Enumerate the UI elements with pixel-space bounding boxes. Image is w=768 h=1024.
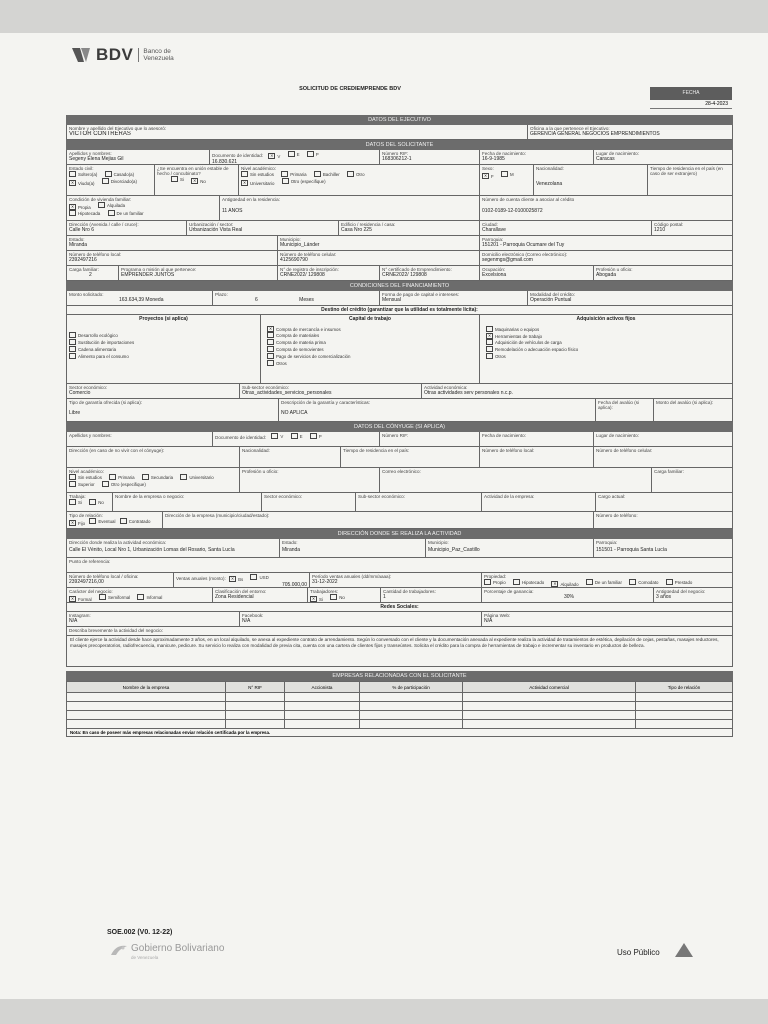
- gobierno-text: Gobierno Bolivariano de Venezuela: [131, 942, 225, 960]
- conyuge-actividad-field[interactable]: Actividad de la empresa:: [482, 493, 596, 511]
- conyuge-nombres-field[interactable]: Apellidos y nombres:: [67, 432, 213, 446]
- sexo-field[interactable]: Sexo: ✕ F M: [480, 165, 534, 195]
- union-estable-field[interactable]: ¿Se encuentra en unión estable de hecho / concubinato? Si ✕ No: [155, 165, 239, 195]
- forma-pago-field[interactable]: Forma de pago de capital e intereses: Mensual: [380, 291, 528, 305]
- solicitante-lugar-field[interactable]: Lugar de nacimiento: Caracas: [596, 151, 639, 162]
- col-participacion: % de participación: [360, 682, 463, 693]
- porcentaje-ganancia-field[interactable]: Porcentaje de ganancia: 30%: [482, 588, 654, 602]
- form-sheet: [0, 33, 768, 999]
- facebook-field[interactable]: Facebook: N/A: [240, 612, 482, 626]
- conyuge-nivel-field[interactable]: Nivel académico: Sin estudios Primaria Secundaria Universitario Superior Otro (especifique): [67, 468, 240, 492]
- punto-referencia-field[interactable]: Punto de referencia:: [69, 559, 111, 564]
- cantidad-trabajadores-field[interactable]: Cantidad de trabajadores: 1: [381, 588, 482, 602]
- col-accionista: Accionista: [285, 682, 360, 693]
- band-ejecutivo: DATOS DEL EJECUTIVO: [66, 115, 733, 125]
- actividad-estado-field[interactable]: Estado: Miranda: [280, 539, 426, 557]
- cuenta-field[interactable]: Número de cuenta cliente a asociar al crédito 0102-0189-12-0100025872: [482, 197, 575, 214]
- actividad-direccion-field[interactable]: Dirección donde realiza la actividad económica: Calle El Vénito, Local Nro 1, Urbanización Lomas del Rosario, Santa Lucía: [67, 539, 280, 557]
- empresas-header-row: [67, 682, 733, 693]
- programa-field[interactable]: Programa o misión al que pertenece: EMPRENDER JUNTOS: [119, 266, 278, 280]
- ejecutivo-office-field[interactable]: Oficina a la que pertenece el Ejecutivo: GERENCIA GENERAL NEGOCIOS EMPRENDIMIENTOS: [530, 126, 660, 137]
- conyuge-tel-celular-field[interactable]: Número de teléfono celular:: [596, 448, 653, 453]
- table-row[interactable]: [67, 702, 733, 711]
- gobierno-logo: [110, 943, 224, 962]
- ocupacion-field[interactable]: Ocupación: Excelsiona: [480, 266, 594, 280]
- conyuge-sector-field[interactable]: Sector económico:: [262, 493, 356, 511]
- profesion-field[interactable]: Profesión u oficio: Abogada: [596, 267, 633, 278]
- fecha-avaluo-field[interactable]: Fecha del avalúo (si aplica):: [596, 399, 654, 421]
- logo-bank-name: Banco de Venezuela: [138, 48, 173, 62]
- conyuge-rif-field[interactable]: Número RIF:: [380, 432, 480, 446]
- empresas-table: [66, 681, 733, 729]
- trabajadores-field[interactable]: Trabajadores: ✕ Si No: [308, 588, 381, 602]
- codigo-postal-field[interactable]: Código postal: 1210: [654, 222, 684, 233]
- col-nombre-empresa: Nombre de la empresa: [67, 682, 226, 693]
- table-row[interactable]: [67, 693, 733, 702]
- conyuge-direccion-field[interactable]: Dirección (en caso de no vivir con el cónyuge):: [67, 447, 240, 467]
- band-conyuge: DATOS DEL CÓNYUGE (SI APLICA): [66, 422, 733, 432]
- band-empresas: EMPRESAS RELACIONADAS CON EL SOLICITANTE: [66, 671, 733, 681]
- vivienda-field[interactable]: Condición de vivienda familiar: ✕ Propia Alquilada Hipotecada De un familiar: [67, 196, 220, 220]
- edificio-field[interactable]: Edificio / residencia / casa: Casa Nro 225: [339, 221, 480, 235]
- conyuge-subsector-field[interactable]: Sub-sector económico:: [356, 493, 482, 511]
- conyuge-correo-field[interactable]: Correo electrónico:: [380, 468, 652, 492]
- band-financiamiento: CONDICIONES DEL FINANCIAMIENTO: [66, 281, 733, 291]
- conyuge-tel-empresa-field[interactable]: Número de teléfono:: [596, 513, 638, 518]
- solicitante-rif-field[interactable]: Número RIF: 168306212-1: [380, 150, 480, 164]
- modalidad-field[interactable]: Modalidad del crédito: Operación Puntual: [530, 292, 575, 303]
- fecha-box: [650, 87, 732, 109]
- conyuge-dir-empresa-field[interactable]: Dirección de la empresa (municipio/ciudad/estado):: [163, 512, 594, 528]
- ciudad-field[interactable]: Ciudad: Charallave: [480, 221, 652, 235]
- activos-fijos-group[interactable]: Adquisición activos fijos Maquinarias o equipos ✕ Herramientas de trabajo Adquisición de vehículos de carga Remodelación o adecuación espacio físico Otros: [487, 316, 636, 359]
- antiguedad-negocio-field[interactable]: Antigüedad del negocio: 3 años: [656, 589, 706, 600]
- conyuge-trabaja-field[interactable]: Trabaja: Si No: [67, 493, 113, 511]
- destino-credito-label: Destino del crédito (garantizar que la utilidad es totalmente lícita):: [321, 307, 478, 313]
- conyuge-tiempo-field[interactable]: Tiempo de residencia en el país:: [341, 447, 480, 467]
- plazo-field[interactable]: Plazo: 6 Meses: [213, 291, 380, 305]
- conyuge-carga-field[interactable]: Carga familiar:: [654, 469, 684, 474]
- form-body: [66, 115, 733, 737]
- telefono-celular-field[interactable]: Número de teléfono celular: 4125690790: [278, 251, 480, 265]
- band-solicitante: DATOS DEL SOLICITANTE: [66, 140, 733, 150]
- empresas-note: Nota: En caso de poseer más empresas relacionadas enviar relación certificada por la empresa.: [66, 729, 733, 737]
- pagina-web-field[interactable]: Página Web: N/A: [484, 613, 511, 624]
- instagram-field[interactable]: Instagram: N/A: [67, 612, 240, 626]
- conyuge-relacion-field[interactable]: Tipo de relación: ✕ Fijo Eventual Contratado: [67, 512, 163, 528]
- municipio-field[interactable]: Municipio: Municipio_Lánder: [278, 236, 480, 250]
- bdv-logo-icon: [70, 46, 92, 64]
- ventas-anuales-field[interactable]: Ventas anuales (monto): ✕ Bs USD 705.000,00: [174, 573, 310, 587]
- redes-sociales-label: Redes Sociales:: [380, 604, 419, 610]
- nacionalidad-field[interactable]: Nacionalidad: Venezolana: [534, 165, 648, 195]
- fecha-label: FECHA: [650, 87, 732, 100]
- form-code: SOE.002 (V0. 12-22): [107, 929, 173, 936]
- conyuge-tel-local-field[interactable]: Número de teléfono local:: [480, 447, 594, 467]
- form-title: SOLICITUD DE CREDIEMPRENDE BDV: [299, 86, 401, 92]
- certificado-field[interactable]: N° certificado de Emprendimiento: CRNE2022/ 129808: [380, 266, 480, 280]
- conyuge-nacimiento-field[interactable]: Fecha de nacimiento:: [480, 432, 594, 446]
- ejecutivo-name-field[interactable]: Nombre y apellido del Ejecutivo que lo asesoró: VICTOR CONTRERAS: [67, 125, 528, 139]
- gobierno-emblem-icon: [110, 943, 128, 962]
- periodo-ventas-field[interactable]: Período ventas anuales (dd/mm/aaaa): 31-12-2022: [310, 573, 482, 587]
- inscripcion-field[interactable]: N° de registro de inscripción: CRNE2022/ 129808: [278, 266, 380, 280]
- antiguedad-field[interactable]: Antigüedad en la residencia: 11 AÑOS: [220, 196, 480, 220]
- carga-familiar-field[interactable]: Carga familiar: 2: [67, 266, 119, 280]
- caracter-negocio-field[interactable]: Carácter del negocio: ✕ Formal Semiformal Informal: [67, 588, 213, 602]
- actividad-parroquia-field[interactable]: Parroquia: 151501 - Parroquia Santa Lucía: [596, 540, 667, 553]
- estado-field[interactable]: Estado: Miranda: [67, 236, 278, 250]
- clasificacion-entorno-field[interactable]: Clasificación del entorno: Zona Residencial: [213, 588, 308, 602]
- telefono-local-field[interactable]: Número de teléfono local: 2392497216: [67, 251, 278, 265]
- col-actividad-comercial: Actividad comercial: [463, 682, 636, 693]
- conyuge-empresa-field[interactable]: Nombre de la empresa o negocio:: [113, 493, 262, 511]
- conyuge-cargo-field[interactable]: Cargo actual:: [598, 494, 626, 499]
- conyuge-doc-field[interactable]: Documento de identidad: V E P: [213, 432, 380, 446]
- monto-field[interactable]: Monto solicitado: 163.634,39 Moneda: [67, 291, 213, 305]
- conyuge-lugar-field[interactable]: Lugar de nacimiento:: [596, 433, 639, 438]
- actividad-economica-field[interactable]: Actividad económica: Otras actividades serv personales n.c.p.: [424, 385, 513, 396]
- conyuge-nacionalidad-field[interactable]: Nacionalidad:: [240, 447, 341, 467]
- estado-civil-field[interactable]: Estado civil: Soltero(a) Casado(a) ✕ Viudo(a) Divorciado(a): [67, 165, 155, 195]
- describa-actividad-text[interactable]: El cliente ejerce la actividad desde hace aproximadamente 3 años, en un local alquilado, se anexa al expediente contrato de arrendamiento. Según lo conversado con el cliente y la documentación anexada al expediente realiza la actividad de tratamientos de estética, depilación de cejas, pestañas, masajes reductores, masajes precoperatorios, radiofrecuencia, manicure, pedicure. Su servicio lo realiza con modalidad de previa cita, cuenta con una cartera de clientes fijos y transeúntes. Solicita el crédito para la compra de herramientas de trabajo e incrementar su inventario en productos de belleza.: [70, 637, 719, 648]
- actividad-telefono-field[interactable]: Número de teléfono local / oficina: 2392497216,00: [67, 573, 174, 587]
- uso-publico-label: Uso Público: [617, 948, 660, 957]
- monto-avaluo-field[interactable]: Monto del avalúo (si aplica):: [656, 400, 714, 405]
- sector-economico-field[interactable]: Sector económico: Comercio: [67, 384, 240, 398]
- solicitante-doc-field[interactable]: Documento de identidad: ✕ V E P 16.830.621: [210, 150, 380, 164]
- fecha-value[interactable]: 28-4-2023: [650, 100, 732, 109]
- col-rif: N° RIF: [226, 682, 285, 693]
- describa-actividad-label: Describa brevemente la actividad del negocio:: [69, 628, 163, 633]
- parroquia-field[interactable]: Parroquia: 151201 - Parroquia Ocumare del Tuy: [482, 237, 565, 248]
- uso-publico-triangle-icon: [674, 942, 694, 963]
- solicitante-nombres-field[interactable]: Apellidos y nombres: Segeny Elena Mejias Gil: [67, 150, 210, 164]
- propiedad-field[interactable]: Propiedad: Propio Hipotecado ✕ Alquilado De un familiar Comodato Prestado: [484, 574, 693, 587]
- direccion-field[interactable]: Dirección (Avenida / calle / cruce): Calle Nro 6: [67, 221, 187, 235]
- nivel-academico-field[interactable]: Nivel académico: Sin estudios Primaria Bachiller Otro ✕ Universitario Otro (especifique): [239, 165, 480, 195]
- logo-text: BDV: [96, 45, 134, 64]
- solicitante-nacimiento-field[interactable]: Fecha de nacimiento: 16-9-1985: [480, 150, 594, 164]
- table-row[interactable]: [67, 711, 733, 720]
- col-tipo-relacion: Tipo de relación: [636, 682, 733, 693]
- capital-trabajo-group[interactable]: Capital de trabajo ✕ Compra de mercancía e insumos Compra de materiales Compra de materia prima Compra de semovientes Pago de servicios de comercialización Otros: [261, 315, 480, 383]
- actividad-municipio-field[interactable]: Municipio: Municipio_Paz_Castillo: [426, 539, 594, 557]
- descripcion-garantia-field[interactable]: Descripción de la garantía y características: NO APLICA: [279, 399, 596, 421]
- urbanizacion-field[interactable]: Urbanización / sector: Urbanización Vista Real: [187, 221, 339, 235]
- garantia-field[interactable]: Tipo de garantía ofrecida (si aplica): Libre: [67, 399, 279, 421]
- bdv-logo: [70, 45, 174, 65]
- band-actividad: DIRECCIÓN DONDE SE REALIZA LA ACTIVIDAD: [66, 529, 733, 539]
- correo-field[interactable]: Domicilio electrónico (Correo electrónico): segenmgs@gmail.com: [482, 252, 568, 263]
- tiempo-residencia-field[interactable]: Tiempo de residencia en el país (en caso de ser extranjero): [650, 166, 723, 176]
- conyuge-profesion-field[interactable]: Profesión u oficio:: [240, 468, 380, 492]
- proyectos-group[interactable]: Proyectos (si aplica) Desarrollo ecológico Sustitución de importaciones Cadena alimentaria Alimento para el consumo: [67, 315, 261, 383]
- table-row[interactable]: [67, 720, 733, 729]
- subsector-economico-field[interactable]: Sub-sector económico: Otras_actividades_servicios_personales: [240, 384, 422, 398]
